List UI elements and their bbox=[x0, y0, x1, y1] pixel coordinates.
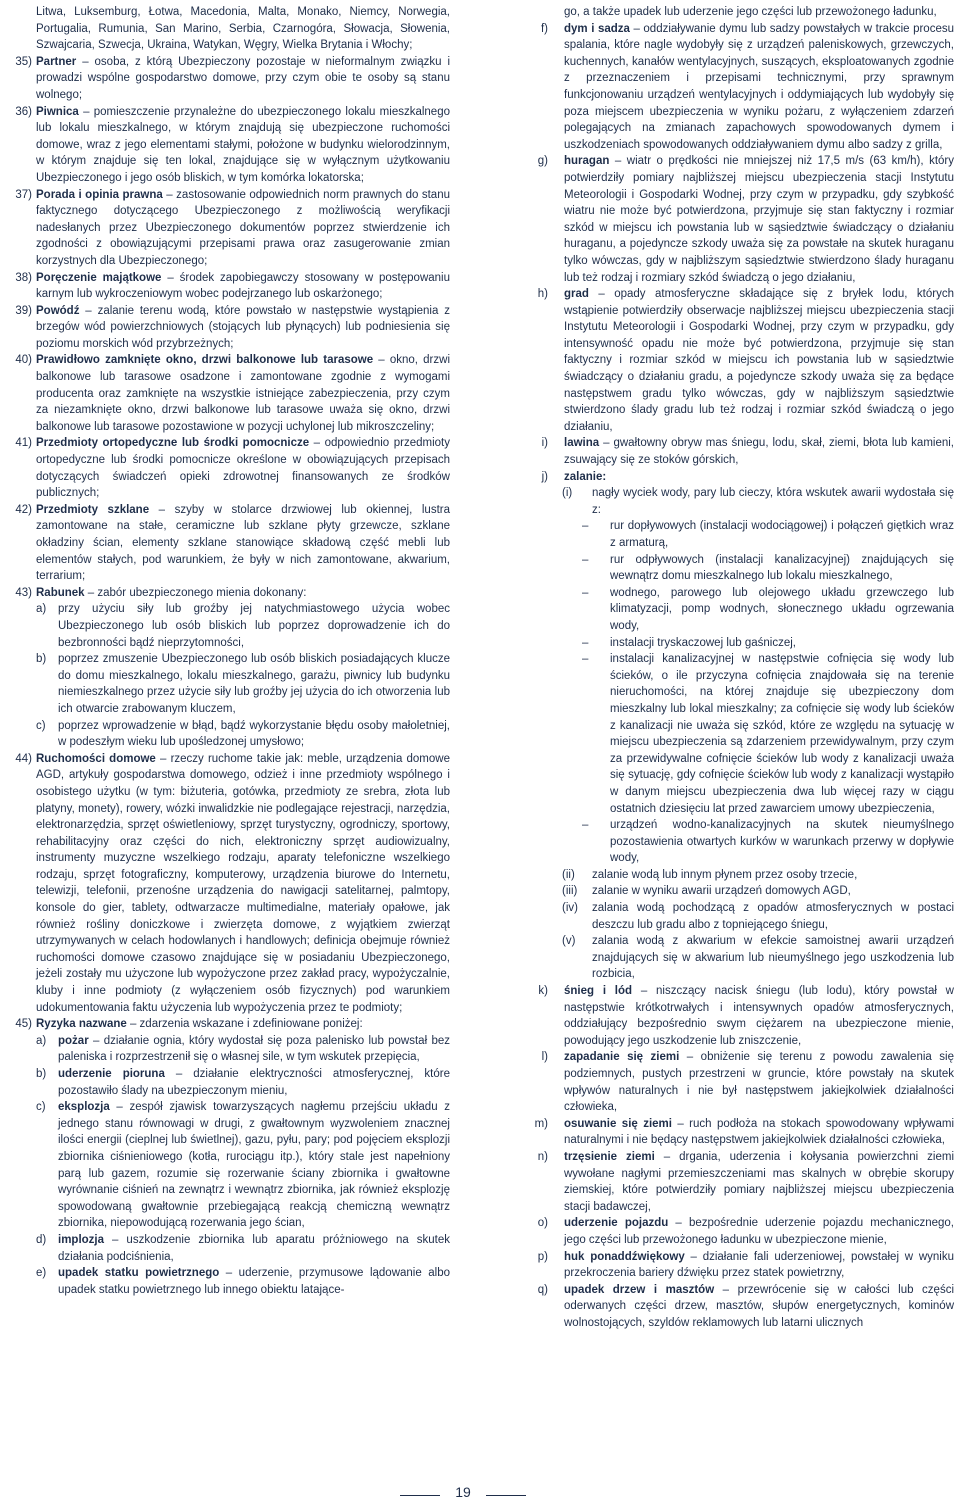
risk-j-iii: (iii) zalanie w wyniku awarii urządzeń domowych AGD, bbox=[562, 885, 851, 898]
definition-42: 42) Przedmioty szklane – szyby w stolarce drzwiowej lub okiennej, lustra zamontowane na stałe, ceramiczne lub szklane płyty grzewcze, szklane okładziny ścian, elementy szklane stanowiące składową część mebli lub elementów stałych, pod warunkiem, że były w nich zamontowane, akwarium, terrarium; bbox=[15, 503, 450, 583]
risk-j-v: (v) zalania wodą z akwarium w efekcie samoistnej awarii urządzeń znajdujących się w akwarium lub nieumyślnego jego uszkodzenia lub rozbicia, bbox=[562, 935, 954, 981]
continued-paragraph-right: go, a także upadek lub uderzenie jego części lub przewożonego ładunku, bbox=[564, 6, 937, 18]
risk-l: l) zapadanie się ziemi – obniżenie się terenu z powodu zawalenia się podziemnych, pustych przestrzeni w gruncie, które powstały na skutek wpływów naturalnych i nie był następstwem jakiejkolwiek działalności człowieka, bbox=[541, 1051, 954, 1114]
risk-o: o) uderzenie pojazdu – bezpośrednie uderzenie pojazdu mechanicznego, jego części lub przewożonego ładunku w ubezpieczone mienie, bbox=[537, 1217, 954, 1246]
risk-j-ii: (ii) zalanie wodą lub innym płynem przez osoby trzecie, bbox=[562, 868, 858, 881]
definition-35: 35) Partner – osoba, z którą Ubezpieczony pozostaje w nieformalnym związku i prowadzi wspólne gospodarstwo domowe, przy czym obie te osoby są stanu wolnego; bbox=[15, 55, 450, 101]
definition-44: 44) Ruchomości domowe – rzeczy ruchome takie jak: meble, urządzenia domowe AGD, artykuły gospodarstwa domowego, odzież i inne przedmioty wspólnego i osobistego użytku (w tym: biżuteria, gotówka, przedmioty ze srebra, złota lub platyny, monety), rowery, wózki inwalidzkie nie podlegające rejestracji, narzędzia, elektronarzędzia, sprzęt oświetleniowy, sprzęt turystyczny, ogrodniczy, sportowy, rehabilitacyjny oraz części do nich, elektroniczny sprzęt audiowizualny, instrumenty muzyczne wszelkiego rodzaju, aparaty telefoniczne wszelkiego rodzaju, sprzęt fotograficzny, komputerowy, urządzenia biurowe do Internetu, telewizji, telefonii, przenośne urządzenia do nawigacji satelitarnej, palmtopy, konsole do gier, tablety, odtwarzacze multimedialne, materiały opałowe, jak również rośliny doniczkowe i zwierzęta domowe, z wyjątkiem zwierząt utrzymywanych w celach hodowlanych i handlowych; definicja obejmuje również ruchomości domowe czasowo znajdujące się w posiadaniu Ubezpieczonego, jeżeli zostały mu użyczone lub wypożyczone przez zakład pracy, wypożyczalnie, kluby i inne podmioty (z wyłączeniem osób fizycznych) pod warunkiem udokumentowania faktu użyczenia lub wypożyczenia przez te podmioty; bbox=[15, 752, 450, 1014]
risk-j-dash-4: – instalacji tryskaczowej lub gaśniczej, bbox=[582, 636, 796, 649]
definition-43-b: b) poprzez zmuszenie Ubezpieczonego lub osób bliskich posiadających klucze do domu mieszkalnego, lokalu mieszkalnego, garażu, piwnicy lub budynku niemieszkalnego przez użycie siły lub groźby jej użycia do ich otworzenia lub ich otwarcie zrabowanym kluczem, bbox=[36, 653, 450, 715]
page-footer bbox=[0, 1480, 960, 1510]
risk-e: e) upadek statku powietrznego – uderzenie, przymusowe lądowanie albo upadek statku powietrznego lub innego obiektu latające- bbox=[36, 1267, 450, 1296]
risk-j-dash-2: – rur odpływowych (instalacji kanalizacyjnej) znajdujących się wewnątrz domu mieszkalnego lub lokalu mieszkalnego, bbox=[582, 553, 954, 583]
risk-j-dash-1: – rur dopływowych (instalacji wodociągowej) i połączeń giętkich wraz z armaturą, bbox=[582, 520, 954, 549]
risk-m: m) osuwanie się ziemi – ruch podłoża na stokach spowodowany wpływami naturalnymi i nie będący następstwem jakiejkolwiek działalności człowieka, bbox=[534, 1117, 955, 1147]
definition-45: 45) Ryzyka nazwane – zdarzenia wskazane i zdefiniowane poniżej: bbox=[15, 1018, 363, 1031]
risk-j: j) zalanie: bbox=[541, 470, 607, 483]
risk-j-i: (i) nagły wyciek wody, pary lub cieczy, która wskutek awarii wydostała się z: bbox=[562, 487, 954, 516]
definition-41: 41) Przedmioty ortopedyczne lub środki pomocnicze – odpowiednio przedmioty ortopedyczne lub środki pomocnicze określone w obowiązujących przepisach dotyczących świadczeń opieki zdrowotnej finansowanych ze środków publicznych; bbox=[15, 437, 450, 500]
page-number: 19 bbox=[455, 1484, 471, 1500]
risk-j-iv: (iv) zalania wodą pochodzącą z opadów atmosferycznych w postaci deszczu lub gradu albo z topniejącego śniegu, bbox=[562, 902, 954, 931]
continued-paragraph: Litwa, Luksemburg, Łotwa, Macedonia, Malta, Monako, Niemcy, Norwegia, Portugalia, Rumunia, San Marino, Serbia, Czarnogóra, Słowacja, Słowenia, Szwajcaria, Szwecja, Ukraina, Watykan, Węgry, Wielka Brytania i Włochy; bbox=[36, 6, 450, 52]
risk-h: h) grad – opady atmosferyczne składające się z bryłek lodu, których wstąpienie potwierdziły obserwacje najbliższej miejscu ubezpieczenia stacji Instytutu Meteorologii i Gospodarki Wodnej, przy czym w przypadku, gdy intensywność opadu nie może być potwierdzona, przyjmuje się stan faktyczny i rozmiar szkód w miejscu ich powstania lub w sąsiedztwie świadczący o działaniu gradu, a pojedyncze szkody uważa się za będące następstwem gradu tylko wówczas, gdy w najbliższym sąsiedztwie stwierdzono ślady gradu lub też rodzaj i rozmiar szkód świadczą o jego działaniu, bbox=[537, 288, 954, 433]
risk-j-dash-3: – wodnego, parowego lub olejowego układu grzewczego lub klimatyzacji, pomp wodnych, słonecznego układu ogrzewania wody, bbox=[582, 586, 954, 632]
definition-38: 38) Poręczenie majątkowe – środek zapobiegawczy stosowany w postępowaniu karnym lub wykroczeniowym wobec podejrzanego lub oskarżonego; bbox=[15, 271, 450, 301]
definition-43-a: a) przy użyciu siły lub groźby jej natychmiastowego użycia wobec Ubezpieczonego lub osób bliskich lub poprzez doprowadzenie ich do bezbronności bądź nieprzytomności, bbox=[36, 603, 450, 649]
definition-43-c: c) poprzez wprowadzenie w błąd, bądź wykorzystanie błędu osoby małoletniej, w podeszłym wieku lub upośledzonej umysłowo; bbox=[36, 719, 450, 749]
risk-i: i) lawina – gwałtowny obryw mas śniegu, lodu, skał, ziemi, błota lub kamieni, zsuwający się ze stoków górskich, bbox=[541, 437, 954, 467]
risk-g: g) huragan – wiatr o prędkości nie mniejszej niż 17,5 m/s (63 km/h), który potwierdziły pomiary najbliższej miejscu ubezpieczenia stacji Instytutu Meteorologii i Gospodarki Wodnej, przy czym w przypadku, gdy szybkość wiatru nie może być potwierdzona, przyjmuje się stan faktyczny i rozmiar szkód w miejscu ich powstania lub w sąsiedztwie świadczący o działaniu huraganu, a pojedyncze szkody uważa się za powstałe na skutek huraganu tylko wówczas, gdy w najbliższym sąsiedztwie stwierdzono ślady huraganu lub też rodzaj i rozmiary szkód świadczą o jego działaniu, bbox=[537, 155, 954, 284]
definition-40: 40) Prawidłowo zamknięte okno, drzwi balkonowe lub tarasowe – okno, drzwi balkonowe lub tarasowe osadzone i zamontowane zgodnie z wymogami producenta oraz zamknięte na wszystkie istniejące zabezpieczenia, przy czym za niezamknięte okno, drzwi balkonowe lub tarasowe uważa się okno, drzwi balkonowe lub tarasowe pozostawione w pozycji uchylonej lub mikroszczeliny; bbox=[15, 354, 451, 433]
footer-rule-right bbox=[486, 1495, 526, 1496]
risk-k: k) śnieg i lód – niszczący nacisk śniegu (lub lodu), który powstał w następstwie krótkotrwałych i intensywnych opadów atmosferycznych, oddziałujący bezpośrednio swym ciężarem na ubezpieczone mienie, powodujący jego uszkodzenie lub zniszczenie, bbox=[538, 985, 954, 1047]
footer-rule-left bbox=[400, 1495, 440, 1496]
right-column bbox=[500, 4, 954, 1332]
risk-f: f) dym i sadza – oddziaływanie dymu lub sadzy powstałych w trakcie procesu spalania, które nagle wydobyły się z urządzeń paleniskowych, grzewczych, kuchennych, kanałów wentylacyjnych, suszących, eksploatowanych zgodnie z przeznaczeniem i przepisami technicznymi, przy sprawnym funkcjonowaniu urządzeń wentylacyjnych i oddymiających lub wydobyły się poza miejscem ubezpieczenia w wyniku pożaru, z wyłączeniem zdarzeń polegających na zmianach zapachowych spowodowanych dymem i uszkodzeniach spowodowanych oddziaływaniem dymu albo sadzy z grilla, bbox=[540, 22, 954, 151]
risk-c: c) eksplozja – zespół zjawisk towarzyszących nagłemu przejściu układu z jednego stanu równowagi w drugi, z gwałtownym wyzwoleniem znacznej ilości energii (cieplnej lub świetlnej), gazu, pyłu, pary; pod pojęciem eksplozji zbiornika ciśnieniowego (kotła, rurociągu itp.), który stale jest napełniony parą lub gazem, rozumie się rozerwanie ściany zbiornika i gwałtowne wyrównanie ciśnień na zewnątrz i wewnątrz zbiornika, jak również eksplozję spowodowaną gwałtownie przebiegającą reakcją chemiczną wewnątrz zbiornika, niepowodującą rozerwania jego ścian, bbox=[36, 1101, 450, 1230]
risk-b: b) uderzenie pioruna – działanie elektryczności atmosferycznej, które pozostawiło ślady na ubezpieczonym mieniu, bbox=[36, 1068, 450, 1097]
definition-39: 39) Powódź – zalanie terenu wodą, które powstało w następstwie wystąpienia z brzegów wód powierzchniowych (stojących lub płynących) lub podniesienia się poziomu morskich wód przybrzeżnych; bbox=[15, 304, 450, 350]
risk-n: n) trzęsienie ziemi – drgania, uderzenia i kołysania powierzchni ziemi wywołane nagłymi przemieszczeniami mas skalnych w obrębie skorupy ziemskiej, które potwierdziły pomiary najbliższej miejscu ubezpieczenia stacji badawczej, bbox=[537, 1150, 954, 1213]
risk-d: d) implozja – uszkodzenie zbiornika lub aparatu próżniowego na skutek działania podciśnienia, bbox=[36, 1233, 450, 1263]
definition-37: 37) Porada i opinia prawna – zastosowanie odpowiednich norm prawnych do stanu faktycznego dotyczącego Ubezpieczonego z możliwością weryfikacji nadesłanych przez Ubezpieczonego dokumentów poprzez stwierdzenie ich zgodności z obowiązującymi przepisami prawa oraz zasugerowanie zmian korzystnych dla Ubezpieczonego; bbox=[15, 188, 450, 267]
risk-q: q) upadek drzew i masztów – przewrócenie się w całości lub części oderwanych części drzew, masztów, słupów energetycznych, kominów wolnostojących, szyldów reklamowych lub latarni ulicznych bbox=[537, 1283, 954, 1329]
risk-p: p) huk ponaddźwiękowy – działanie fali uderzeniowej, powstałej w wyniku przekroczenia bariery dźwięku przez statek powietrzny, bbox=[537, 1250, 954, 1280]
risk-a: a) pożar – działanie ognia, który wydostał się poza palenisko lub powstał bez paleniska i rozprzestrzenił się o własnej sile, w tym wskutek przepięcia, bbox=[36, 1034, 450, 1064]
definition-43: 43) Rabunek – zabór ubezpieczonego mienia dokonany: bbox=[15, 586, 307, 599]
risk-j-dash-5: – instalacji kanalizacyjnej w następstwie cofnięcia się wody lub ścieków, o ile przyczyna cofnięcia znajdowała się na terenie nieruchomości, na której znajduje się ubezpieczony dom mieszkalny lub lokal mieszkalny; za cofnięcie się wody lub ścieków z kanalizacji nie uważa się szkód, które ze względu na sytuację w miejscu ubezpieczenia są zdarzeniem przewidywalnym, przy czym za przewidywalne cofnięcie ścieków lub wody z kanalizacji uważa się sytuację, gdy cofnięcie ścieków lub wody z kanalizacji wystąpiło w danym miejscu ubezpieczenia dwa lub więcej razy w ciągu ostatnich dziesięciu lat przed zawarciem umowy ubezpieczenia, bbox=[582, 653, 954, 815]
risk-j-dash-6: – urządzeń wodno-kanalizacyjnych na skutek nieumyślnego pozostawienia otwartych kurków w warunkach przerwy w dopływie wody, bbox=[582, 819, 954, 865]
definition-36: 36) Piwnica – pomieszczenie przynależne do ubezpieczonego lokalu mieszkalnego lub lokalu mieszkalnego, w którym znajdują się ubezpieczone ruchomości domowe, wraz z jego elementami stałymi, położone w budynku wielorodzinnym, w którym znajduje się ten lokal, znajdujące się w wyłącznym użytkowaniu Ubezpieczonego i jego osób bliskich, w tym komórka lokatorska; bbox=[15, 105, 450, 184]
left-column bbox=[0, 4, 450, 1298]
